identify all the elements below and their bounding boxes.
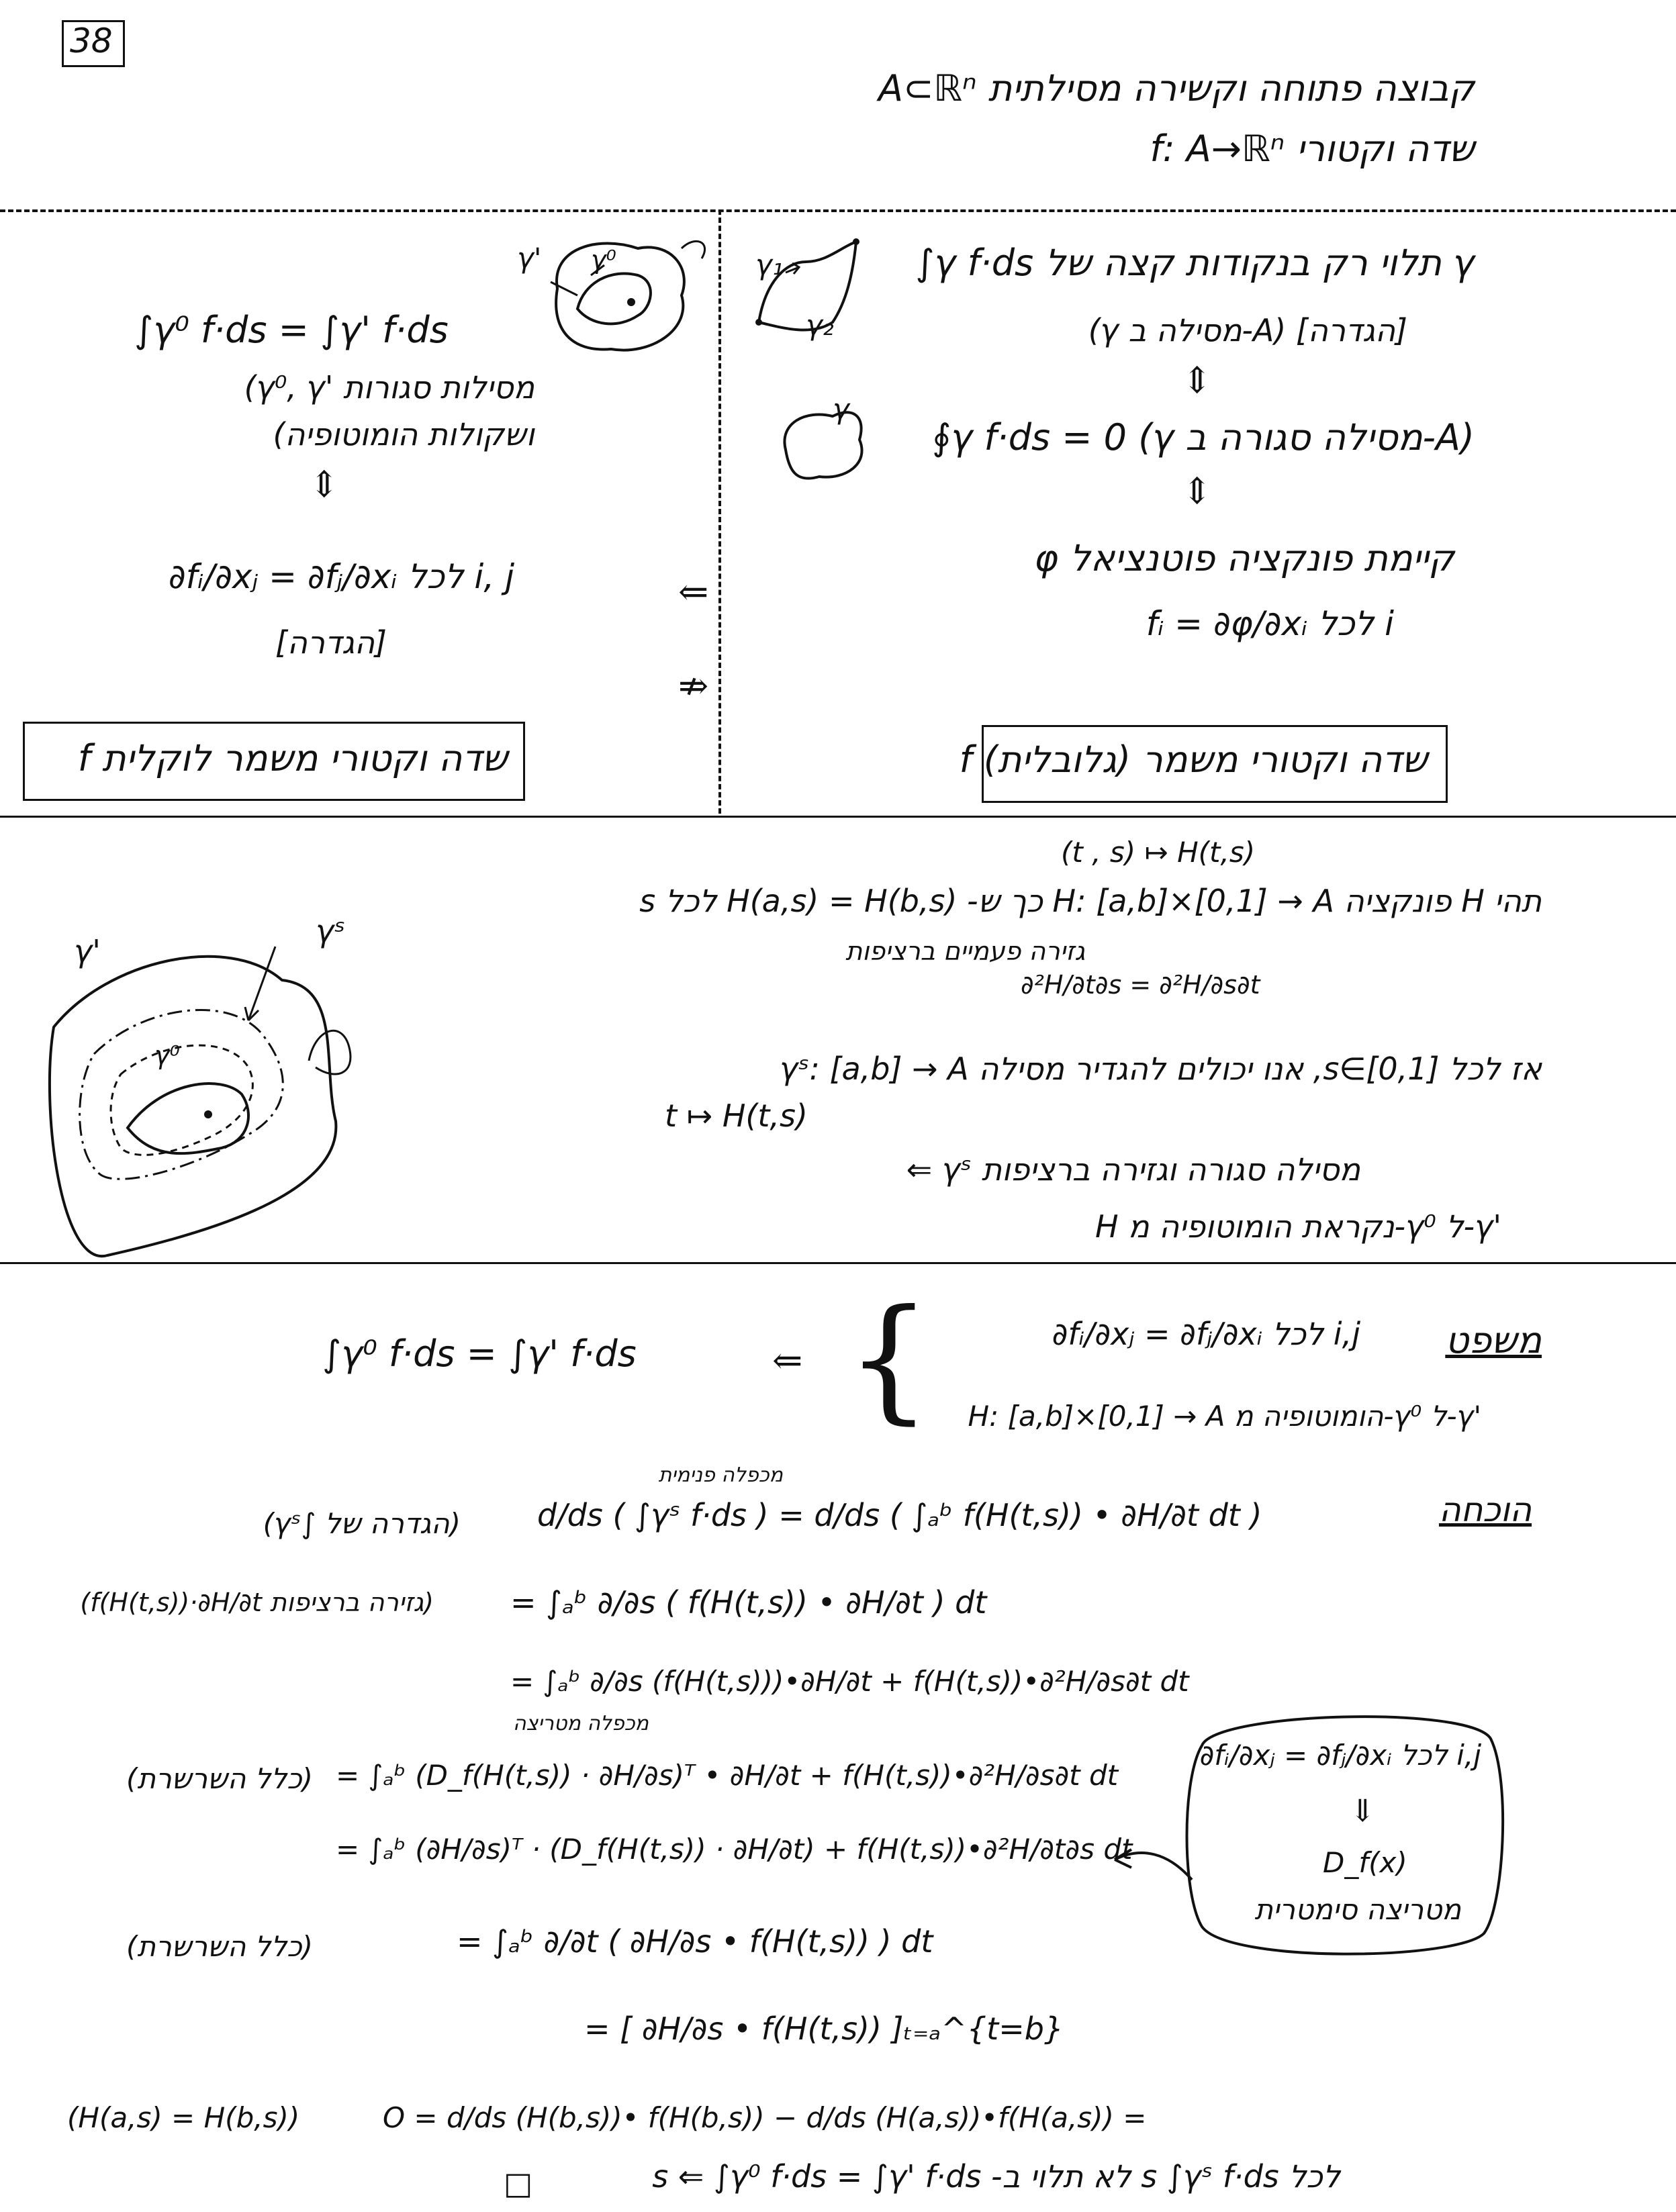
local-note-1: (γ⁰, γ' מסילות סגורות: [244, 369, 534, 405]
label-gamma2: γ₂: [806, 309, 834, 342]
theorem-conclusion: ∫γ⁰ f·ds = ∫γ' f·ds: [322, 1333, 637, 1375]
homotopy-line-4: t ↦ H(t,s): [665, 1098, 808, 1134]
global-statement-1: ∫γ f·ds תלוי רק בנקודות קצה של γ: [915, 242, 1475, 284]
local-equation: ∫γ⁰ f·ds = ∫γ' f·ds: [134, 309, 449, 351]
proof-note-2: (f(H(t,s))·∂H/∂t גזירה ברציפות): [80, 1588, 434, 1617]
global-box-label: f שדה וקטורי משמר (גלובלית): [959, 738, 1428, 781]
global-statement-3: קיימת פונקציה פוטנציאל φ: [1034, 537, 1454, 579]
label-gamma-prime-top: γ': [517, 242, 542, 275]
theorem-condition-2: H: [a,b]×[0,1] → A הומוטופיה מ-γ⁰ ל-γ': [968, 1400, 1481, 1433]
dashed-divider-top: [0, 209, 1676, 212]
label-gamma-closed: γ: [833, 393, 849, 426]
proof-conclusion: לכל s ∫γˢ f·ds לא תלוי ב- s ⇐ ∫γ⁰ f·ds = ∫γ' f·ds: [652, 2158, 1340, 2195]
homotopy-line-5: ⇐ γˢ מסילה סגורה וגזירה ברציפות: [906, 1151, 1360, 1188]
homotopic-loops-sketch: [537, 228, 698, 363]
homotopy-line-1: תהי H פונקציה H: [a,b]×[0,1] → A כך ש- H(a,s) = H(b,s) לכל s: [639, 883, 1542, 919]
proof-line-5: = ∫ₐᵇ (∂H/∂s)ᵀ · (D_f(H(t,s)) · ∂H/∂t) + f(H(t,s))•∂²H/∂t∂s dt: [336, 1833, 1133, 1866]
proof-line-2: = ∫ₐᵇ ∂/∂s ( f(H(t,s)) • ∂H/∂t ) dt: [510, 1584, 987, 1621]
arrow-implies-left: ⇐: [678, 571, 709, 613]
proof-note-5: (H(a,s) = H(b,s)): [67, 2101, 300, 2134]
homotopy-line-3: אז לכל s∈[0,1], אנו יכולים להגדיר מסילה γˢ: [a,b] → A: [780, 1051, 1542, 1087]
theorem-brace: {: [846, 1281, 932, 1437]
label-gamma-prime-homotopy: γ': [74, 933, 101, 969]
local-box-label: f שדה וקטורי משמר לוקלית: [77, 737, 508, 779]
homotopy-param-map: (t , s) ↦ H(t,s): [1061, 836, 1256, 869]
homotopy-mixed-partials: ∂²H/∂t∂s = ∂²H/∂s∂t: [1021, 970, 1260, 1000]
label-gamma-zero-top: γ⁰: [591, 245, 616, 275]
arrow-iff-1: ⇕: [1182, 359, 1213, 401]
bubble-pointer-arrow: [1108, 1839, 1195, 1893]
proof-line-7: = [ ∂H/∂s • f(H(t,s)) ]ₜ₌ₐ^{t=b}: [584, 2011, 1064, 2047]
bubble-df: D_f(x): [1323, 1846, 1407, 1879]
page-number: 38: [70, 21, 113, 60]
arrow-iff-2: ⇕: [1182, 470, 1213, 512]
label-gamma-s: γˢ: [316, 913, 346, 949]
proof-label: הוכחה: [1438, 1490, 1532, 1529]
label-gamma1: γ₁: [755, 248, 784, 281]
divider-theorem-top: [0, 1262, 1676, 1264]
bubble-symmetric: מטריצה סימטרית: [1254, 1893, 1461, 1926]
proof-line-1: d/ds ( ∫γˢ f·ds ) = d/ds ( ∫ₐᵇ f(H(t,s)) • ∂H/∂t dt ): [537, 1497, 1262, 1533]
proof-note-3: (כלל השרשרת): [126, 1762, 313, 1795]
theorem-label: משפט: [1445, 1319, 1542, 1361]
bubble-arrow: ⇓: [1350, 1792, 1376, 1829]
divider-homotopy-top: [0, 816, 1676, 818]
homotopy-line-6: H נקראת הומוטופיה מ-γ⁰ ל-γ': [1095, 1208, 1501, 1245]
proof-matrix-mult-note: מכפלה מטריצה: [512, 1712, 649, 1735]
label-gamma-zero-homotopy: γ⁰: [154, 1041, 180, 1070]
bubble-condition: ∂fᵢ/∂xⱼ = ∂fⱼ/∂xᵢ לכל i,j: [1199, 1739, 1481, 1772]
closed-path-sketch: [772, 403, 873, 490]
local-condition-note: [הגדרה]: [275, 624, 387, 661]
homotopy-line-2: גזירה פעמיים ברציפות: [845, 936, 1085, 966]
theorem-implies: ⇐: [772, 1339, 803, 1382]
local-note-2: ושקולות הומוטופיה): [273, 416, 534, 452]
local-condition: ∂fᵢ/∂xⱼ = ∂fⱼ/∂xᵢ לכל i, j: [168, 557, 514, 596]
proof-note-1: (הגדרה של ∫γˢ): [263, 1507, 461, 1540]
arrow-not-implies-right: ⇏: [678, 665, 709, 707]
arrow-iff-local: ⇕: [309, 463, 340, 506]
header-line-2: שדה וקטורי f: A→ℝⁿ: [1150, 128, 1475, 170]
global-statement-1-note: (γ מסילה ב-A) [הגדרה]: [1088, 312, 1407, 348]
proof-note-4: (כלל השרשרת): [126, 1930, 313, 1963]
dashed-divider-vertical: [718, 209, 721, 814]
proof-line-3: = ∫ₐᵇ ∂/∂s (f(H(t,s)))•∂H/∂t + f(H(t,s))•∂²H/∂s∂t dt: [510, 1665, 1189, 1698]
proof-line-6: = ∫ₐᵇ ∂/∂t ( ∂H/∂s • f(H(t,s)) ) dt: [457, 1923, 933, 1960]
theorem-condition-1: ∂fᵢ/∂xⱼ = ∂fⱼ/∂xᵢ לכל i,j: [1052, 1316, 1360, 1352]
qed-square: □: [504, 2165, 533, 2201]
proof-line-8: O = d/ds (H(b,s))• f(H(b,s)) − d/ds (H(a,s))•f(H(a,s)) =: [383, 2101, 1147, 2134]
proof-inner-product-note: מכפלה פנימית: [658, 1463, 783, 1487]
proof-line-4: = ∫ₐᵇ (D_f(H(t,s)) · ∂H/∂s)ᵀ • ∂H/∂t + f(H(t,s))•∂²H/∂s∂t dt: [336, 1759, 1119, 1792]
global-statement-3b: fᵢ = ∂φ/∂xᵢ לכל i: [1146, 604, 1394, 643]
global-statement-2: ∮γ f·ds = 0 (γ מסילה סגורה ב-A): [932, 416, 1475, 459]
header-line-1: קבוצה פתוחה וקשירה מסילתית A⊂ℝⁿ: [878, 67, 1475, 109]
